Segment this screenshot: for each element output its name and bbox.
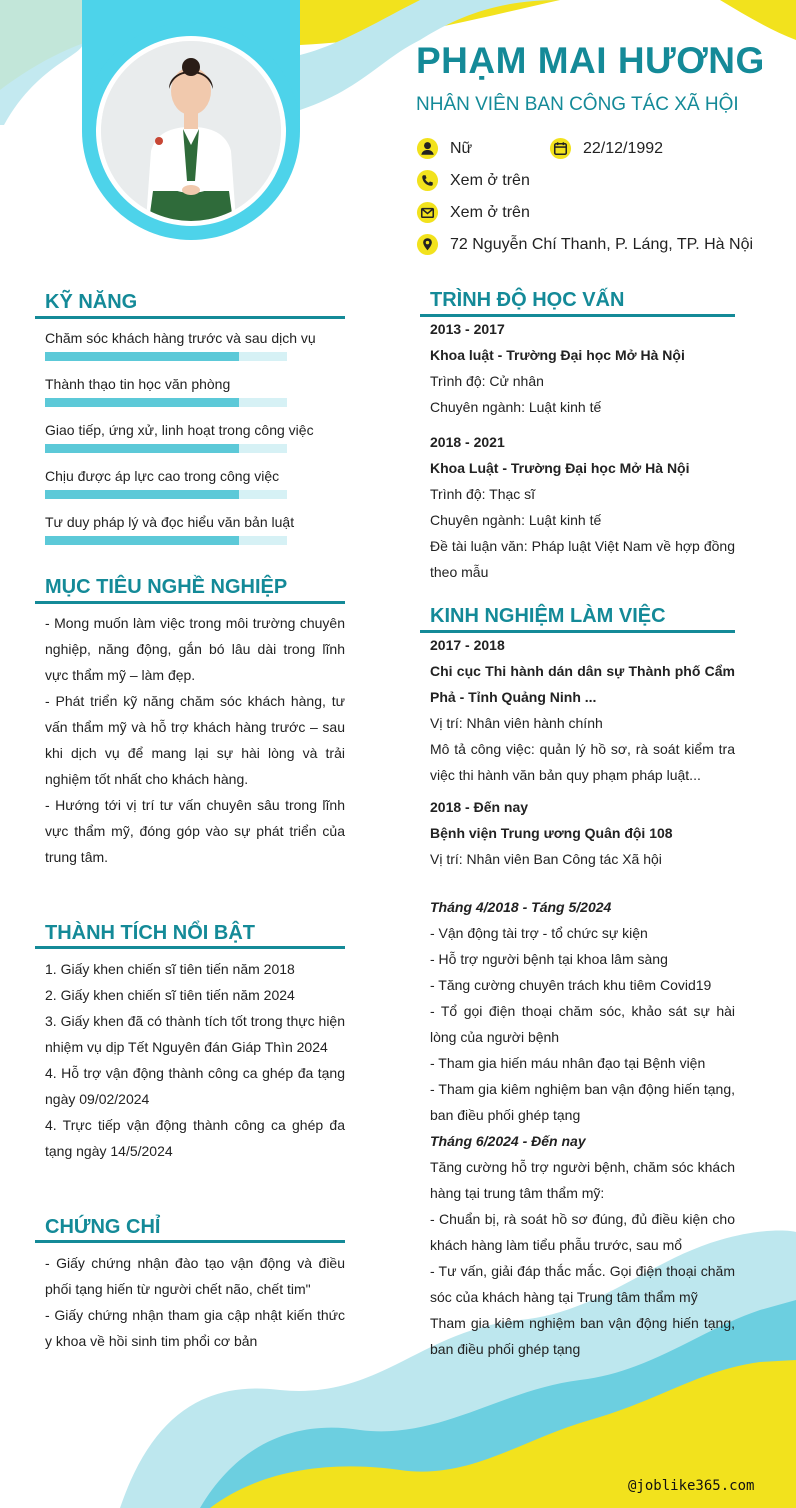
skill-item: [45, 422, 345, 453]
experience-title: KINH NGHIỆM LÀM VIỆC: [430, 605, 666, 627]
dob-value: 22/12/1992: [583, 139, 664, 157]
job-position: Vị trí: Nhân viên hành chính: [430, 715, 603, 731]
skill-item: [45, 330, 345, 361]
education-detail: Chuyên ngành: Luật kinh tế: [430, 399, 602, 415]
email-icon: [416, 201, 439, 224]
sub-period-title: Tháng 4/2018 - Táng 5/2024: [430, 899, 612, 915]
education-detail: Chuyên ngành: Luật kinh tế: [430, 512, 602, 528]
address-row: [416, 233, 753, 256]
skill-label: Giao tiếp, ứng xử, linh hoạt trong công việc: [45, 422, 314, 438]
phone-icon: [416, 169, 439, 192]
experience-job: [430, 632, 735, 788]
education-detail: Trình độ: Thạc sĩ: [430, 486, 536, 502]
skill-bar-track: [45, 490, 287, 499]
job-company: Bệnh viện Trung ương Quân đội 108: [430, 825, 673, 841]
skill-bar-fill: [45, 398, 239, 407]
skill-item: [45, 376, 345, 407]
achievement-line: 4. Trực tiếp vận động thành công ca ghép đa tạng ngày 14/5/2024: [45, 1117, 345, 1159]
sub-period-line: - Chuẩn bị, rà soát hồ sơ đúng, đủ điều kiện cho khách hàng làm tiểu phẫu trước, sau mổ: [430, 1211, 735, 1253]
job-period: 2017 - 2018: [430, 637, 505, 653]
footer-handle: @joblike365.com: [628, 1478, 755, 1494]
sub-period-line: - Hỗ trợ người bệnh tại khoa lâm sàng: [430, 951, 668, 967]
sub-period-line: - Tham gia hiến máu nhân đạo tại Bệnh viện: [430, 1055, 706, 1071]
location-icon: [416, 233, 439, 256]
skill-label: Tư duy pháp lý và đọc hiểu văn bản luật: [45, 514, 295, 530]
skill-bar-fill: [45, 490, 239, 499]
experience-job: [430, 794, 735, 872]
achievements-title: THÀNH TÍCH NỔI BẬT: [45, 922, 255, 944]
top-cyan-swoosh: [0, 0, 83, 125]
certificates-title: CHỨNG CHỈ: [45, 1216, 161, 1238]
education-school: Khoa luật - Trường Đại học Mở Hà Nội: [430, 347, 685, 363]
sub-period-line: - Tư vấn, giải đáp thắc mắc. Gọi điện thoại chăm sóc của khách hàng tại Trung tâm thẩm mỹ: [430, 1263, 735, 1305]
objective-line: - Phát triển kỹ năng chăm sóc khách hàng, tư vấn thẩm mỹ và hỗ trợ khách hàng trước – sau khi dịch vụ để mang lại sự hài lòng và trải nghiệm tốt nhất cho khách hàng.: [45, 693, 345, 787]
education-period: 2018 - 2021: [430, 434, 505, 450]
education-detail: Trình độ: Cử nhân: [430, 373, 544, 389]
education-school: Khoa Luật - Trường Đại học Mở Hà Nội: [430, 460, 690, 476]
candidate-role: NHÂN VIÊN BAN CÔNG TÁC XÃ HỘI: [416, 94, 739, 115]
education-title: TRÌNH ĐỘ HỌC VẤN: [430, 289, 625, 311]
education-entry: [430, 316, 735, 420]
dob-row: [549, 137, 663, 160]
certificate-line: - Giấy chứng nhận đào tạo vận động và điều phối tạng hiến từ người chết não, chết tim": [45, 1255, 345, 1297]
candidate-name: PHẠM MAI HƯƠNG: [416, 40, 765, 81]
skill-item: [45, 514, 345, 545]
skill-label: Thành thạo tin học văn phòng: [45, 376, 231, 392]
address-value: 72 Nguyễn Chí Thanh, P. Láng, TP. Hà Nội: [450, 235, 754, 253]
person-icon: [416, 137, 439, 160]
calendar-icon: [549, 137, 572, 160]
achievement-line: 2. Giấy khen chiến sĩ tiên tiến năm 2024: [45, 987, 295, 1003]
education-entry: [430, 429, 735, 585]
sub-period-line: Tăng cường hỗ trợ người bệnh, chăm sóc khách hàng tại trung tâm thẩm mỹ:: [430, 1159, 735, 1201]
skill-bar-track: [45, 444, 287, 453]
objective-title: MỤC TIÊU NGHỀ NGHIỆP: [45, 576, 288, 598]
skill-label: Chăm sóc khách hàng trước và sau dịch vụ: [45, 330, 316, 346]
achievement-line: 3. Giấy khen đã có thành tích tốt trong thực hiện nhiệm vụ dịp Tết Nguyên đán Giáp Thìn 2024: [45, 1013, 345, 1055]
phone-value: Xem ở trên: [450, 171, 530, 189]
top-right-yellow-corner: [720, 0, 796, 40]
skill-bar-fill: [45, 444, 239, 453]
objective-line: - Mong muốn làm việc trong môi trường chuyên nghiệp, năng động, gắn bó lâu dài trong lĩnh vực thẩm mỹ – làm đẹp.: [45, 615, 345, 683]
gender-value: Nữ: [450, 139, 473, 157]
skills-divider: [35, 316, 345, 319]
skill-bar-track: [45, 398, 287, 407]
profile-photo: [101, 41, 281, 221]
achievements-divider: [35, 946, 345, 949]
skills-title: KỸ NĂNG: [45, 291, 138, 313]
job-company: Chi cục Thi hành dán dân sự Thành phố Cẩm Phả - Tỉnh Quảng Ninh ...: [430, 663, 735, 705]
email-row: [416, 201, 530, 224]
sub-period-line: - Tăng cường chuyên trách khu tiêm Covid19: [430, 977, 712, 993]
job-description: Mô tả công việc: quản lý hồ sơ, rà soát kiểm tra việc thi hành văn bản quy phạm pháp luật...: [430, 741, 735, 783]
objective-divider: [35, 601, 345, 604]
sub-period-line: - Tổ gọi điện thoại chăm sóc, khảo sát sự hài lòng của người bệnh: [430, 1003, 735, 1045]
achievements-text: [45, 956, 345, 1164]
achievement-line: 1. Giấy khen chiến sĩ tiên tiến năm 2018: [45, 961, 295, 977]
certificate-line: - Giấy chứng nhận tham gia cập nhật kiến thức y khoa về hồi sinh tim phổi cơ bản: [45, 1307, 345, 1349]
job-position: Vị trí: Nhân viên Ban Công tác Xã hội: [430, 851, 662, 867]
achievement-line: 4. Hỗ trợ vận động thành công ca ghép đa tạng ngày 09/02/2024: [45, 1065, 345, 1107]
skill-bar-track: [45, 536, 287, 545]
sub-period-line: Tham gia kiêm nghiệm ban vận động hiến tạng, ban điều phối ghép tạng: [430, 1315, 735, 1357]
experience-sub-period: [430, 894, 735, 1362]
gender-row: [416, 137, 472, 160]
certificates-text: [45, 1250, 345, 1354]
sub-period-line: - Tham gia kiêm nghiệm ban vận động hiến tạng, ban điều phối ghép tạng: [430, 1081, 735, 1123]
job-period: 2018 - Đến nay: [430, 799, 529, 815]
sub-period-title: Tháng 6/2024 - Đến nay: [430, 1133, 586, 1149]
education-detail: Đề tài luận văn: Pháp luật Việt Nam về hợp đồng theo mẫu: [430, 538, 735, 580]
certificates-divider: [35, 1240, 345, 1243]
skill-bar-track: [45, 352, 287, 361]
objective-line: - Hướng tới vị trí tư vấn chuyên sâu trong lĩnh vực thẩm mỹ, đóng góp vào sự phát triển của trung tâm.: [45, 797, 345, 865]
email-value: Xem ở trên: [450, 203, 530, 221]
phone-row: [416, 169, 530, 192]
skill-bar-fill: [45, 352, 239, 361]
education-period: 2013 - 2017: [430, 321, 505, 337]
sub-period-line: - Vận động tài trợ - tổ chức sự kiện: [430, 925, 648, 941]
objective-text: [45, 610, 345, 870]
skill-item: [45, 468, 345, 499]
skill-label: Chịu được áp lực cao trong công việc: [45, 468, 280, 484]
skill-bar-fill: [45, 536, 239, 545]
